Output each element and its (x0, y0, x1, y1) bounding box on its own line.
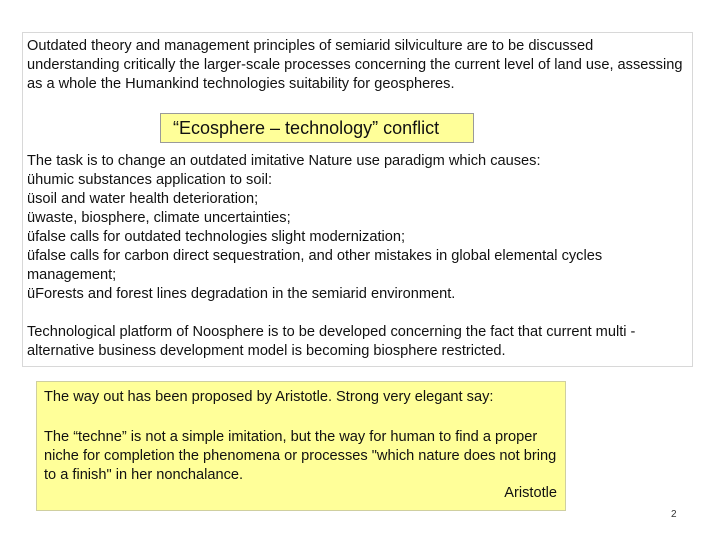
checkmark-icon: ü (27, 229, 36, 245)
task-item-text: Forests and forest lines degradation in the semiarid environment. (35, 286, 456, 302)
checkmark-icon: ü (27, 172, 36, 188)
quote-text: The “techne” is not a simple imitation, but the way for human to find a proper niche for completion the phenomena or processes "which nature does not bring to a finish" in her nonchalance. (44, 429, 557, 483)
checkmark-icon: ü (27, 286, 36, 302)
task-item-text: waste, biosphere, climate uncertainties; (35, 210, 291, 226)
task-item (27, 190, 687, 209)
task-item (27, 247, 687, 285)
conflict-banner: “Ecosphere – technology” conflict (160, 113, 474, 143)
task-item (27, 209, 687, 228)
aristotle-quote-box (36, 381, 566, 511)
task-item (27, 285, 687, 304)
checkmark-icon: ü (27, 248, 36, 264)
task-item-text: false calls for carbon direct sequestration, and other mistakes in global elemental cycles management; (27, 248, 603, 283)
task-paragraph (27, 152, 687, 304)
page-number: 2 (671, 509, 677, 520)
task-item (27, 171, 687, 190)
task-item (27, 228, 687, 247)
quote-author: Aristotle (504, 485, 557, 501)
platform-paragraph: Technological platform of Noosphere is to be developed concerning the fact that current multi -alternative business development model is becoming biosphere restricted. (27, 324, 636, 359)
checkmark-icon: ü (27, 210, 36, 226)
task-item-text: false calls for outdated technologies slight modernization; (35, 229, 406, 245)
quote-lead: The way out has been proposed by Aristotle. Strong very elegant say: (44, 389, 494, 405)
task-lead: The task is to change an outdated imitative Nature use paradigm which causes: (27, 153, 541, 169)
task-item-text: soil and water health deterioration; (35, 191, 259, 207)
task-item-text: humic substances application to soil: (35, 172, 272, 188)
intro-paragraph: Outdated theory and management principles of semiarid silviculture are to be discussed understanding critically the larger-scale processes concerning the current level of land use, assessing as a whole the Humankind technologies suitability for geospheres. (27, 38, 683, 92)
checkmark-icon: ü (27, 191, 36, 207)
